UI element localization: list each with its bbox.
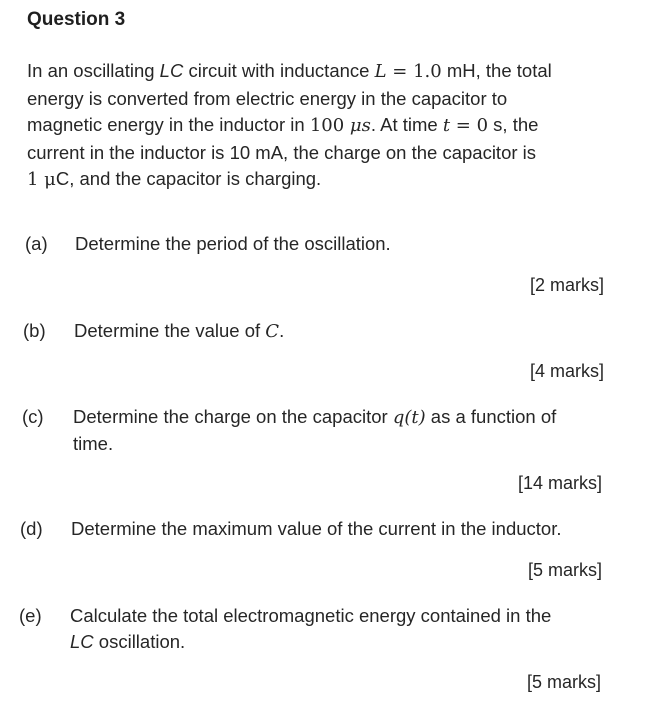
part-text-segment: as a function of xyxy=(425,406,557,427)
inductance-value: 1.0 xyxy=(413,61,442,82)
time-symbol: t xyxy=(442,115,451,136)
part-text: Determine the period of the oscillation. xyxy=(75,233,391,254)
capacitance-symbol: C xyxy=(265,321,280,342)
intro-line-5 xyxy=(27,166,627,194)
part-d-marks: [5 marks] xyxy=(527,560,602,580)
part-text: Determine the maximum value of the current in the inductor. xyxy=(71,518,562,539)
part-text-segment: Calculate the total electromagnetic energy contained in the xyxy=(70,605,552,626)
time-zero: = 0 xyxy=(450,115,489,136)
part-a-marks: [2 marks] xyxy=(529,275,604,295)
part-text xyxy=(74,318,614,345)
part-text-segment: . xyxy=(279,320,285,341)
part-label: (b) xyxy=(23,320,46,341)
part-label: (e) xyxy=(19,605,42,626)
intro-text: mH, the total xyxy=(441,60,552,81)
inductance-symbol: L = xyxy=(374,61,414,82)
part-c-marks: [14 marks] xyxy=(517,473,602,493)
microsecond-unit: μs xyxy=(344,115,371,136)
time-value: 100 xyxy=(309,115,345,136)
intro-text: s, the xyxy=(488,114,539,135)
intro-text: C, and the capacitor is charging. xyxy=(55,168,322,189)
part-text-segment: oscillation. xyxy=(93,631,186,652)
intro-text: magnetic energy in the inductor in xyxy=(27,114,310,135)
part-label: (c) xyxy=(22,406,44,427)
intro-text: In an oscillating xyxy=(27,60,160,81)
charge-function: q(t) xyxy=(392,407,426,428)
part-label: (d) xyxy=(20,518,43,539)
intro-line-2: energy is converted from electric energy in the capacitor to xyxy=(27,87,508,109)
question-title: Question 3 xyxy=(27,9,126,30)
charge-value: 1 μ xyxy=(27,169,56,190)
intro-text: circuit with inductance xyxy=(183,60,375,81)
part-text-segment: Determine the charge on the capacitor xyxy=(73,406,393,427)
lc-symbol: LC xyxy=(70,631,94,652)
part-text xyxy=(70,603,610,655)
intro-line-4: current in the inductor is 10 mA, the charge on the capacitor is xyxy=(27,141,537,163)
part-e-marks: [5 marks] xyxy=(526,672,601,692)
part-label: (a) xyxy=(25,233,48,254)
intro-text: . At time xyxy=(370,114,443,135)
question-intro xyxy=(27,58,627,194)
part-text-segment: time. xyxy=(73,433,114,454)
lc-symbol: LC xyxy=(159,60,184,81)
intro-line-1 xyxy=(27,58,627,86)
part-text xyxy=(73,404,613,457)
part-b-marks: [4 marks] xyxy=(529,361,604,381)
intro-line-3 xyxy=(27,112,627,140)
part-text-segment: Determine the value of xyxy=(74,320,266,341)
